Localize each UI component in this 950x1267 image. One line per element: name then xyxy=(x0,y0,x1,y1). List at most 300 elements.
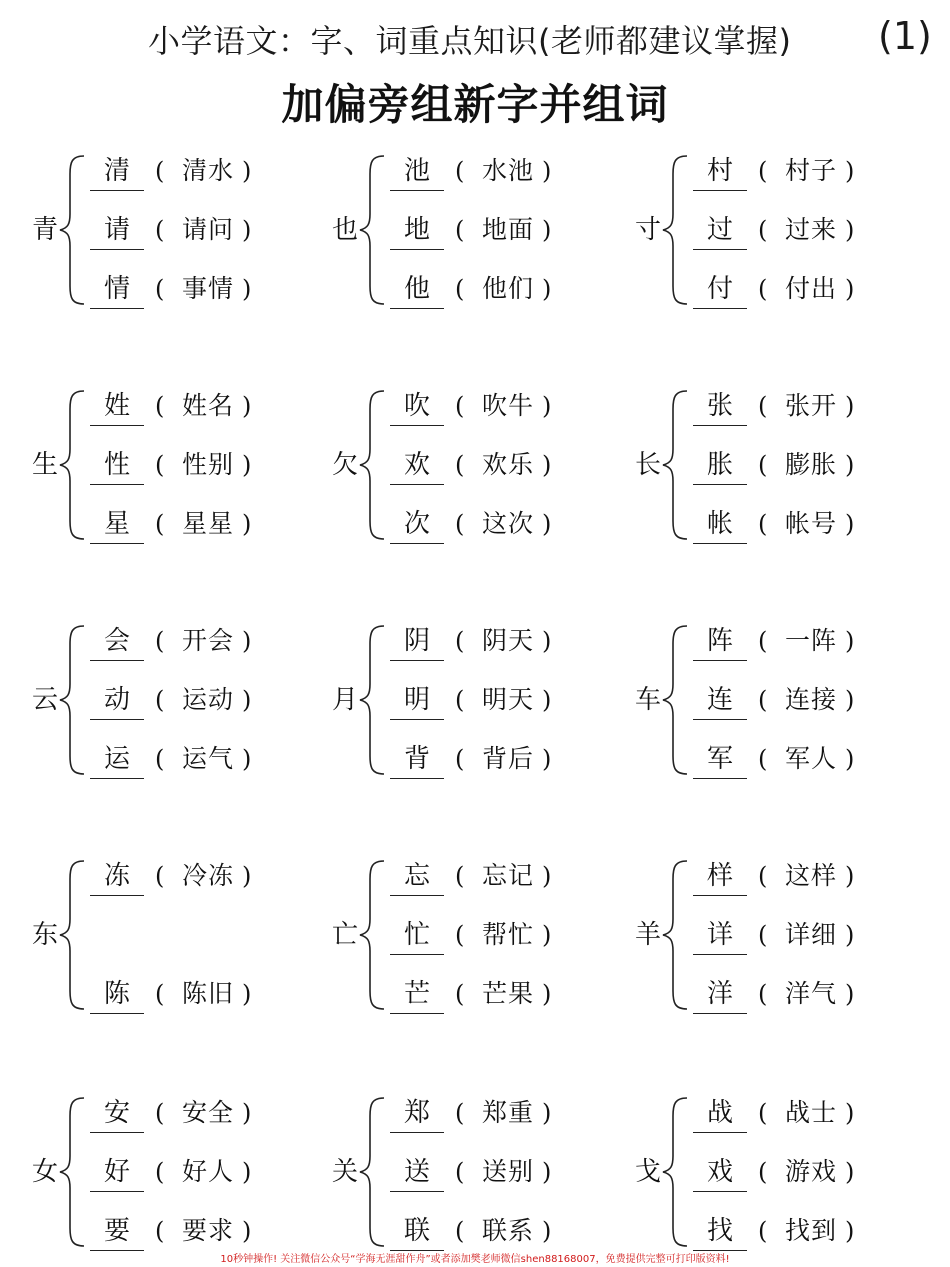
new-character: 明 xyxy=(403,685,430,715)
close-paren: ) xyxy=(845,275,855,303)
derived-character-item xyxy=(693,1094,933,1134)
open-paren: ( xyxy=(758,627,768,655)
answer-underline xyxy=(390,1191,444,1192)
compound-word: 冷冻 xyxy=(182,861,235,890)
derived-character-item xyxy=(693,505,933,545)
close-paren: ) xyxy=(242,1099,252,1127)
base-character: 长 xyxy=(634,450,661,480)
open-paren: ( xyxy=(758,157,768,185)
curly-brace-stroke xyxy=(360,1098,384,1246)
close-paren: ) xyxy=(845,745,855,773)
close-paren: ) xyxy=(845,157,855,185)
compound-word: 膨胀 xyxy=(785,450,838,479)
derived-character-item xyxy=(390,1094,630,1134)
curly-brace-stroke xyxy=(663,1098,687,1246)
new-character: 样 xyxy=(706,861,733,891)
open-paren: ( xyxy=(758,1158,768,1186)
compound-word: 运气 xyxy=(182,744,235,773)
derived-character-item xyxy=(390,270,630,310)
derived-character-item xyxy=(90,681,330,721)
answer-underline xyxy=(390,425,444,426)
open-paren: ( xyxy=(155,392,165,420)
curly-brace-icon xyxy=(661,855,689,1015)
new-character: 姓 xyxy=(103,391,130,421)
radical-group xyxy=(330,620,630,780)
close-paren: ) xyxy=(845,1158,855,1186)
compound-word: 连接 xyxy=(785,685,838,714)
open-paren: ( xyxy=(758,275,768,303)
answer-underline xyxy=(693,484,747,485)
open-paren: ( xyxy=(455,157,465,185)
compound-word: 安全 xyxy=(182,1098,235,1127)
derived-character-item xyxy=(90,1153,330,1193)
answer-underline xyxy=(90,895,144,896)
radical-group xyxy=(330,855,630,1015)
base-character: 也 xyxy=(331,215,358,245)
close-paren: ) xyxy=(242,1158,252,1186)
curly-brace-icon xyxy=(358,385,386,545)
compound-word: 张开 xyxy=(785,391,838,420)
answer-underline xyxy=(693,895,747,896)
answer-underline xyxy=(90,1013,144,1014)
open-paren: ( xyxy=(455,1217,465,1245)
curly-brace-icon xyxy=(58,150,86,310)
new-character: 忙 xyxy=(403,920,430,950)
derived-character-item xyxy=(90,1212,330,1252)
radical-group xyxy=(633,150,933,310)
new-character: 阴 xyxy=(403,626,430,656)
close-paren: ) xyxy=(242,451,252,479)
compound-word: 事情 xyxy=(182,274,235,303)
page-subtitle: 小学语文：字、词重点知识(老师都建议掌握) xyxy=(148,22,792,60)
derived-character-item xyxy=(390,1153,630,1193)
compound-word: 吹牛 xyxy=(482,391,535,420)
compound-word: 星星 xyxy=(182,509,235,538)
curly-brace-icon xyxy=(661,620,689,780)
open-paren: ( xyxy=(155,980,165,1008)
new-character: 戏 xyxy=(706,1157,733,1187)
answer-underline xyxy=(390,660,444,661)
radical-group xyxy=(30,385,330,545)
derived-character-item xyxy=(390,152,630,192)
radical-group xyxy=(30,1092,330,1252)
curly-brace-stroke xyxy=(360,626,384,774)
close-paren: ) xyxy=(542,216,552,244)
open-paren: ( xyxy=(455,921,465,949)
close-paren: ) xyxy=(845,1099,855,1127)
new-character: 洋 xyxy=(706,979,733,1009)
close-paren: ) xyxy=(542,451,552,479)
open-paren: ( xyxy=(455,1158,465,1186)
radical-group xyxy=(633,855,933,1015)
open-paren: ( xyxy=(455,686,465,714)
open-paren: ( xyxy=(758,216,768,244)
answer-underline xyxy=(90,1132,144,1133)
curly-brace-icon xyxy=(58,385,86,545)
open-paren: ( xyxy=(155,157,165,185)
curly-brace-icon xyxy=(358,620,386,780)
curly-brace-icon xyxy=(58,620,86,780)
answer-underline xyxy=(390,895,444,896)
compound-word: 找到 xyxy=(785,1216,838,1245)
compound-word: 忘记 xyxy=(482,861,535,890)
derived-character-item xyxy=(390,916,630,956)
close-paren: ) xyxy=(845,921,855,949)
open-paren: ( xyxy=(455,1099,465,1127)
answer-underline xyxy=(390,778,444,779)
answer-underline xyxy=(390,484,444,485)
new-character: 村 xyxy=(706,156,733,186)
close-paren: ) xyxy=(542,686,552,714)
base-character: 女 xyxy=(31,1157,58,1187)
close-paren: ) xyxy=(845,627,855,655)
curly-brace-icon xyxy=(58,855,86,1015)
open-paren: ( xyxy=(758,686,768,714)
radical-group xyxy=(30,855,330,1015)
new-character: 情 xyxy=(103,274,130,304)
new-character: 芒 xyxy=(403,979,430,1009)
close-paren: ) xyxy=(242,627,252,655)
new-character: 军 xyxy=(706,744,733,774)
answer-underline xyxy=(90,778,144,779)
curly-brace-icon xyxy=(661,1092,689,1252)
new-character: 陈 xyxy=(103,979,130,1009)
new-character: 阵 xyxy=(706,626,733,656)
new-character: 动 xyxy=(103,685,130,715)
close-paren: ) xyxy=(542,392,552,420)
answer-underline xyxy=(390,719,444,720)
compound-word: 一阵 xyxy=(785,626,838,655)
open-paren: ( xyxy=(455,862,465,890)
compound-word: 姓名 xyxy=(182,391,235,420)
footer-notice: 10秒钟操作! 关注微信公众号“学海无涯甜作舟”或者添加樊老师微信shen88168007，免费提供完整可打印版资料! xyxy=(220,1254,730,1265)
new-character: 冻 xyxy=(103,861,130,891)
compound-word: 联系 xyxy=(482,1216,535,1245)
open-paren: ( xyxy=(455,980,465,1008)
new-character: 会 xyxy=(103,626,130,656)
new-character: 忘 xyxy=(403,861,430,891)
compound-word: 运动 xyxy=(182,685,235,714)
curly-brace-stroke xyxy=(663,861,687,1009)
close-paren: ) xyxy=(845,862,855,890)
new-character: 郑 xyxy=(403,1098,430,1128)
open-paren: ( xyxy=(758,392,768,420)
close-paren: ) xyxy=(542,1158,552,1186)
compound-word: 村子 xyxy=(785,156,838,185)
radical-group xyxy=(330,1092,630,1252)
curly-brace-icon xyxy=(58,1092,86,1252)
compound-word: 他们 xyxy=(482,274,535,303)
close-paren: ) xyxy=(845,510,855,538)
close-paren: ) xyxy=(242,510,252,538)
compound-word: 开会 xyxy=(182,626,235,655)
curly-brace-icon xyxy=(661,385,689,545)
derived-character-item xyxy=(90,1094,330,1134)
new-character: 安 xyxy=(103,1098,130,1128)
answer-underline xyxy=(693,954,747,955)
answer-underline xyxy=(390,954,444,955)
close-paren: ) xyxy=(542,921,552,949)
curly-brace-icon xyxy=(358,1092,386,1252)
open-paren: ( xyxy=(155,275,165,303)
derived-character-item xyxy=(390,740,630,780)
derived-character-item xyxy=(390,505,630,545)
answer-underline xyxy=(90,660,144,661)
close-paren: ) xyxy=(242,392,252,420)
curly-brace-icon xyxy=(661,150,689,310)
base-character: 亡 xyxy=(331,920,358,950)
compound-word: 地面 xyxy=(482,215,535,244)
base-character: 青 xyxy=(31,215,58,245)
close-paren: ) xyxy=(542,627,552,655)
curly-brace-stroke xyxy=(360,391,384,539)
new-character: 性 xyxy=(103,450,130,480)
close-paren: ) xyxy=(542,862,552,890)
open-paren: ( xyxy=(455,745,465,773)
curly-brace-stroke xyxy=(60,626,84,774)
derived-character-item xyxy=(693,740,933,780)
new-character: 吹 xyxy=(403,391,430,421)
derived-character-item xyxy=(90,857,330,897)
base-character: 生 xyxy=(31,450,58,480)
radical-group xyxy=(330,150,630,310)
derived-character-item xyxy=(390,681,630,721)
open-paren: ( xyxy=(455,627,465,655)
answer-underline xyxy=(693,1132,747,1133)
radical-group xyxy=(30,150,330,310)
new-character: 帐 xyxy=(706,509,733,539)
new-character: 欢 xyxy=(403,450,430,480)
derived-character-item xyxy=(693,1153,933,1193)
new-character: 战 xyxy=(706,1098,733,1128)
answer-underline xyxy=(390,190,444,191)
curly-brace-icon xyxy=(358,150,386,310)
answer-underline xyxy=(693,543,747,544)
answer-underline xyxy=(390,249,444,250)
derived-character-item xyxy=(90,446,330,486)
derived-character-item xyxy=(693,1212,933,1252)
compound-word: 这次 xyxy=(482,509,535,538)
curly-brace-stroke xyxy=(60,391,84,539)
compound-word: 性别 xyxy=(182,450,235,479)
close-paren: ) xyxy=(542,980,552,1008)
derived-character-item xyxy=(693,152,933,192)
compound-word: 这样 xyxy=(785,861,838,890)
answer-underline xyxy=(693,778,747,779)
derived-character-item xyxy=(693,975,933,1015)
new-character: 请 xyxy=(103,215,130,245)
base-character: 欠 xyxy=(331,450,358,480)
open-paren: ( xyxy=(155,627,165,655)
new-character: 次 xyxy=(403,509,430,539)
derived-character-item xyxy=(390,211,630,251)
compound-word: 郑重 xyxy=(482,1098,535,1127)
derived-character-item xyxy=(390,622,630,662)
base-character: 关 xyxy=(331,1157,358,1187)
new-character: 详 xyxy=(706,920,733,950)
open-paren: ( xyxy=(758,921,768,949)
derived-character-item xyxy=(90,505,330,545)
open-paren: ( xyxy=(455,216,465,244)
new-character: 联 xyxy=(403,1216,430,1246)
compound-word: 战士 xyxy=(785,1098,838,1127)
new-character: 胀 xyxy=(706,450,733,480)
compound-word: 过来 xyxy=(785,215,838,244)
base-character: 戈 xyxy=(634,1157,661,1187)
compound-word: 帮忙 xyxy=(482,920,535,949)
compound-word: 付出 xyxy=(785,274,838,303)
close-paren: ) xyxy=(242,862,252,890)
base-character: 云 xyxy=(31,685,58,715)
close-paren: ) xyxy=(542,275,552,303)
close-paren: ) xyxy=(242,980,252,1008)
derived-character-item xyxy=(693,916,933,956)
close-paren: ) xyxy=(242,686,252,714)
compound-word: 详细 xyxy=(785,920,838,949)
answer-underline xyxy=(90,190,144,191)
new-character: 地 xyxy=(403,215,430,245)
curly-brace-stroke xyxy=(60,156,84,304)
compound-word: 帐号 xyxy=(785,509,838,538)
new-character: 池 xyxy=(403,156,430,186)
derived-character-item xyxy=(90,387,330,427)
compound-word: 背后 xyxy=(482,744,535,773)
derived-character-item xyxy=(693,387,933,427)
new-character: 连 xyxy=(706,685,733,715)
answer-underline xyxy=(390,308,444,309)
close-paren: ) xyxy=(242,216,252,244)
new-character: 张 xyxy=(706,391,733,421)
close-paren: ) xyxy=(542,510,552,538)
derived-character-item xyxy=(90,270,330,310)
answer-underline xyxy=(90,308,144,309)
answer-underline xyxy=(693,660,747,661)
open-paren: ( xyxy=(455,451,465,479)
base-character: 车 xyxy=(634,685,661,715)
derived-character-item xyxy=(693,211,933,251)
compound-word: 游戏 xyxy=(785,1157,838,1186)
base-character: 月 xyxy=(331,685,358,715)
curly-brace-stroke xyxy=(360,156,384,304)
close-paren: ) xyxy=(242,1217,252,1245)
open-paren: ( xyxy=(155,745,165,773)
open-paren: ( xyxy=(758,1217,768,1245)
compound-word: 军人 xyxy=(785,744,838,773)
answer-underline xyxy=(90,484,144,485)
derived-character-item xyxy=(90,975,330,1015)
compound-word: 洋气 xyxy=(785,979,838,1008)
answer-underline xyxy=(90,719,144,720)
open-paren: ( xyxy=(455,275,465,303)
compound-word: 芒果 xyxy=(482,979,535,1008)
answer-underline xyxy=(390,543,444,544)
close-paren: ) xyxy=(542,1217,552,1245)
close-paren: ) xyxy=(542,745,552,773)
new-character: 背 xyxy=(403,744,430,774)
answer-underline xyxy=(390,1013,444,1014)
answer-underline xyxy=(693,190,747,191)
close-paren: ) xyxy=(242,157,252,185)
base-character: 寸 xyxy=(634,215,661,245)
answer-underline xyxy=(693,1013,747,1014)
radical-group xyxy=(633,385,933,545)
curly-brace-stroke xyxy=(60,861,84,1009)
curly-brace-stroke xyxy=(663,391,687,539)
compound-word: 阴天 xyxy=(482,626,535,655)
answer-underline xyxy=(90,249,144,250)
open-paren: ( xyxy=(758,1099,768,1127)
compound-word: 清水 xyxy=(182,156,235,185)
answer-underline xyxy=(693,1191,747,1192)
new-character: 要 xyxy=(103,1216,130,1246)
curly-brace-stroke xyxy=(663,156,687,304)
compound-word: 请问 xyxy=(182,215,235,244)
answer-underline xyxy=(390,1132,444,1133)
radical-group xyxy=(30,620,330,780)
new-character: 星 xyxy=(103,509,130,539)
close-paren: ) xyxy=(845,1217,855,1245)
derived-character-item xyxy=(390,446,630,486)
page-number: (1) xyxy=(878,14,932,58)
open-paren: ( xyxy=(155,451,165,479)
compound-word: 陈旧 xyxy=(182,979,235,1008)
derived-character-item xyxy=(693,270,933,310)
open-paren: ( xyxy=(758,451,768,479)
base-character: 羊 xyxy=(634,920,661,950)
answer-underline xyxy=(90,1191,144,1192)
derived-character-item xyxy=(90,740,330,780)
close-paren: ) xyxy=(242,745,252,773)
open-paren: ( xyxy=(155,1158,165,1186)
open-paren: ( xyxy=(758,510,768,538)
open-paren: ( xyxy=(155,862,165,890)
open-paren: ( xyxy=(455,510,465,538)
open-paren: ( xyxy=(758,745,768,773)
close-paren: ) xyxy=(845,451,855,479)
open-paren: ( xyxy=(155,1217,165,1245)
derived-character-item xyxy=(693,446,933,486)
new-character: 运 xyxy=(103,744,130,774)
new-character: 送 xyxy=(403,1157,430,1187)
derived-character-item xyxy=(90,211,330,251)
answer-underline xyxy=(693,719,747,720)
open-paren: ( xyxy=(455,392,465,420)
curly-brace-stroke xyxy=(663,626,687,774)
radical-group xyxy=(330,385,630,545)
radical-group xyxy=(633,1092,933,1252)
open-paren: ( xyxy=(155,216,165,244)
close-paren: ) xyxy=(845,216,855,244)
new-character: 好 xyxy=(103,1157,130,1187)
derived-character-item xyxy=(390,1212,630,1252)
open-paren: ( xyxy=(155,510,165,538)
derived-character-item xyxy=(693,857,933,897)
compound-word: 明天 xyxy=(482,685,535,714)
answer-underline xyxy=(693,308,747,309)
page-title: 加偏旁组新字并组词 xyxy=(281,80,669,129)
derived-character-item xyxy=(693,681,933,721)
close-paren: ) xyxy=(542,1099,552,1127)
open-paren: ( xyxy=(758,862,768,890)
open-paren: ( xyxy=(758,980,768,1008)
derived-character-item xyxy=(390,857,630,897)
derived-character-item xyxy=(390,975,630,1015)
curly-brace-stroke xyxy=(360,861,384,1009)
answer-underline xyxy=(90,543,144,544)
new-character: 付 xyxy=(706,274,733,304)
close-paren: ) xyxy=(845,686,855,714)
derived-character-item xyxy=(390,387,630,427)
